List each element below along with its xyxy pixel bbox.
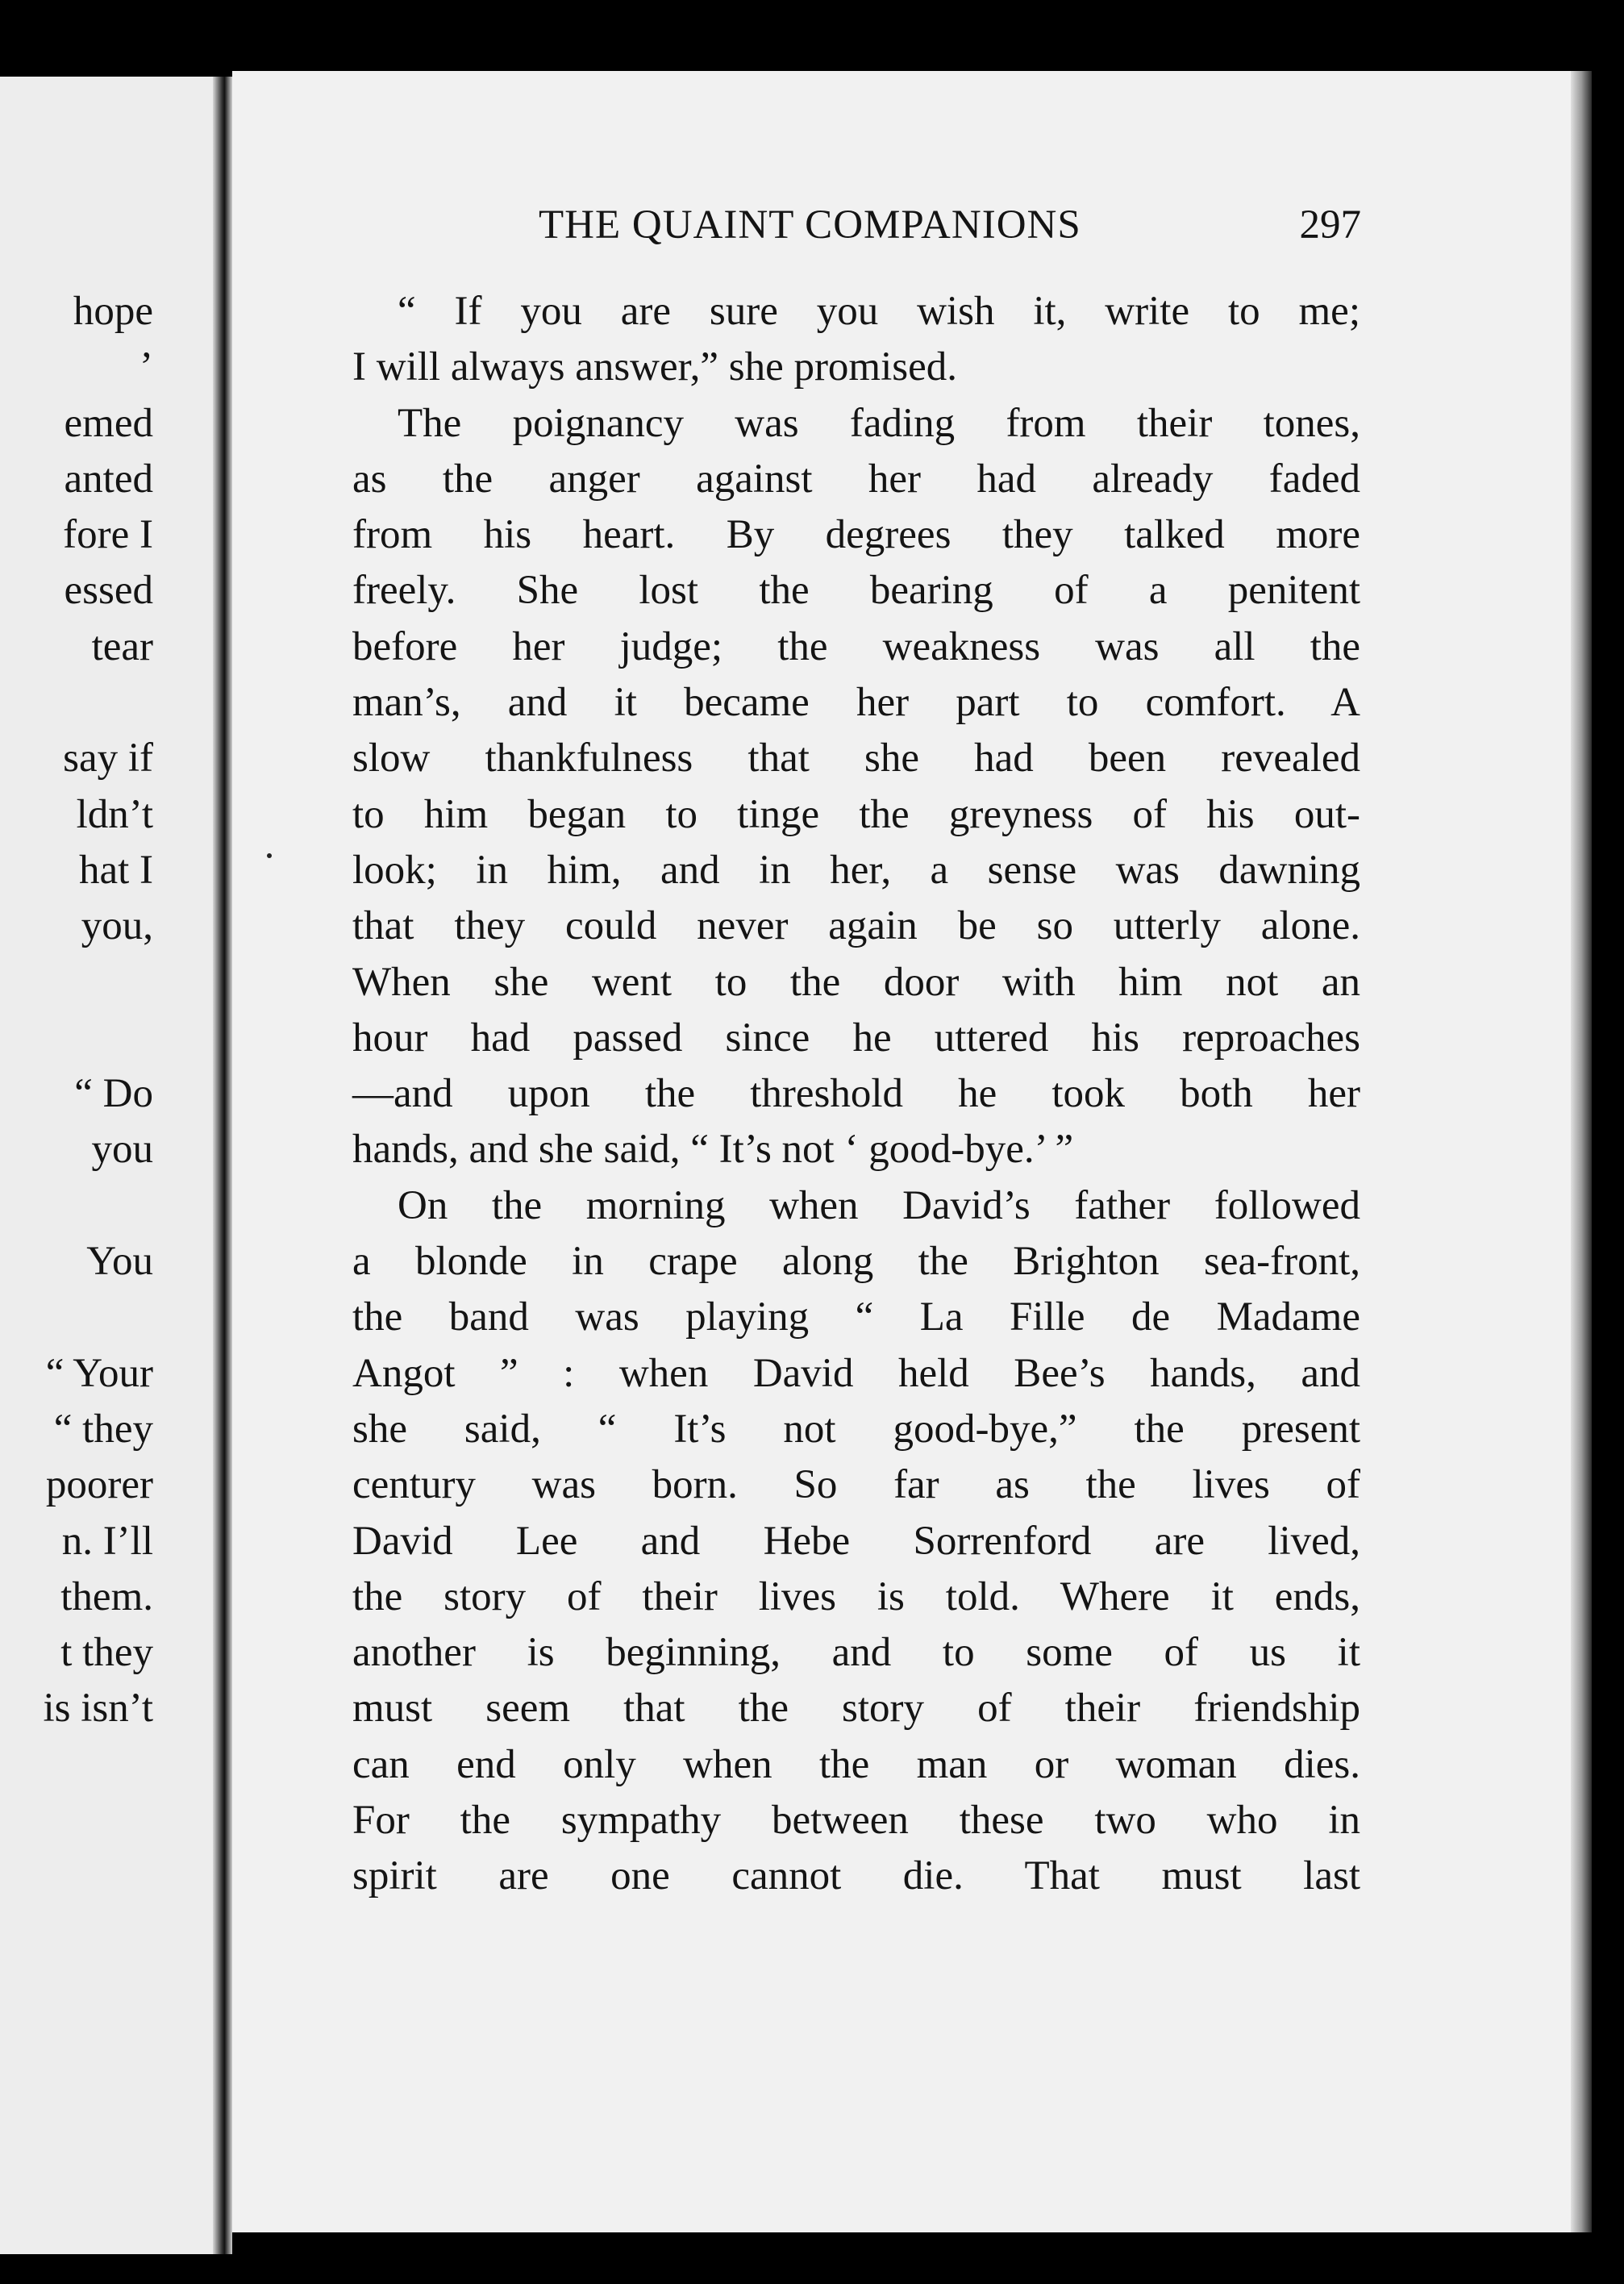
left-page-fragment: emed (64, 400, 153, 446)
body-text (352, 284, 1360, 1905)
text-line: man’s, and it became her part to comfort. A (352, 680, 1360, 726)
left-page-fragment: anted (64, 456, 153, 502)
left-page-fragment: You (86, 1239, 153, 1285)
left-page-fragment (0, 955, 153, 1011)
text-line: as the anger against her had already faded (352, 456, 1360, 502)
text-line: another is beginning, and to some of us it (352, 1630, 1360, 1676)
text-line: she said, “ It’s not good-bye,” the present (352, 1406, 1360, 1452)
text-line: freely. She lost the bearing of a penitent (352, 568, 1360, 614)
page-number: 297 (1299, 202, 1361, 248)
text-line: hour had passed since he uttered his reproaches (352, 1015, 1360, 1061)
left-page-fragment: is isn’t (43, 1686, 153, 1732)
left-page-fragment: tear (91, 623, 153, 669)
left-page-fragment: t they (60, 1630, 153, 1676)
text-line: a blonde in crape along the Brighton sea-front, (352, 1239, 1360, 1285)
text-line: David Lee and Hebe Sorrenford are lived, (352, 1518, 1360, 1564)
left-page-fragment: essed (64, 568, 153, 614)
left-page-fragment (0, 1178, 153, 1234)
text-line: For the sympathy between these two who in (352, 1798, 1360, 1844)
page-header (539, 202, 1361, 250)
running-title: THE QUAINT COMPANIONS (539, 202, 1081, 248)
left-page-fragment: n. I’ll (61, 1518, 153, 1564)
text-line: must seem that the story of their friendship (352, 1686, 1360, 1732)
left-page-fragment (0, 675, 153, 731)
text-line: When she went to the door with him not an (352, 959, 1360, 1005)
text-line: century was born. So far as the lives of (352, 1462, 1360, 1508)
left-page-fragment (0, 1290, 153, 1345)
left-page-fragment: ’ (139, 344, 153, 390)
left-page-fragment: hope (73, 289, 153, 334)
left-page-fragment: fore I (63, 512, 153, 558)
left-page-fragment: poorer (45, 1462, 153, 1508)
page-edge (1571, 71, 1592, 2232)
left-page-fragment: say if (63, 736, 153, 781)
text-line: Angot ” : when David held Bee’s hands, and (352, 1350, 1360, 1396)
text-line: that they could never again be so utterly alone. (352, 903, 1360, 949)
left-page-text (0, 284, 153, 1737)
left-page-fragment: you, (81, 903, 153, 949)
text-line: I will always answer,” she promised. (352, 344, 958, 390)
text-line: to him began to tinge the greyness of his out- (352, 791, 1360, 837)
text-line: “ If you are sure you wish it, write to me; (398, 289, 1360, 334)
left-page-fragment: “ they (53, 1406, 153, 1452)
text-line: hands, and she said, “ It’s not ‘ good-bye.’ ” (352, 1127, 1074, 1173)
left-page-fragment: “ Your (45, 1350, 153, 1396)
text-line: spirit are one cannot die. That must last (352, 1853, 1360, 1899)
text-line: the story of their lives is told. Where it ends, (352, 1573, 1360, 1619)
left-page-fragment: them. (60, 1573, 153, 1619)
book-gutter (213, 77, 232, 2254)
text-line: —and upon the threshold he took both her (352, 1071, 1360, 1117)
text-line: from his heart. By degrees they talked more (352, 512, 1360, 558)
left-page-fragment: hat I (78, 847, 153, 893)
text-line: look; in him, and in her, a sense was dawning (352, 847, 1360, 893)
text-line: On the morning when David’s father followed (398, 1182, 1360, 1228)
ink-speck (267, 853, 272, 858)
text-line: can end only when the man or woman dies. (352, 1741, 1360, 1787)
left-page-fragment: “ Do (74, 1071, 153, 1117)
left-page-fragment: you (91, 1127, 153, 1173)
text-line: The poignancy was fading from their tones, (398, 400, 1360, 446)
text-line: slow thankfulness that she had been revealed (352, 736, 1360, 781)
left-page-fragment: ldn’t (76, 791, 153, 837)
text-line: the band was playing “ La Fille de Madame (352, 1294, 1360, 1340)
left-page-fragment (0, 1011, 153, 1066)
text-line: before her judge; the weakness was all the (352, 623, 1360, 669)
